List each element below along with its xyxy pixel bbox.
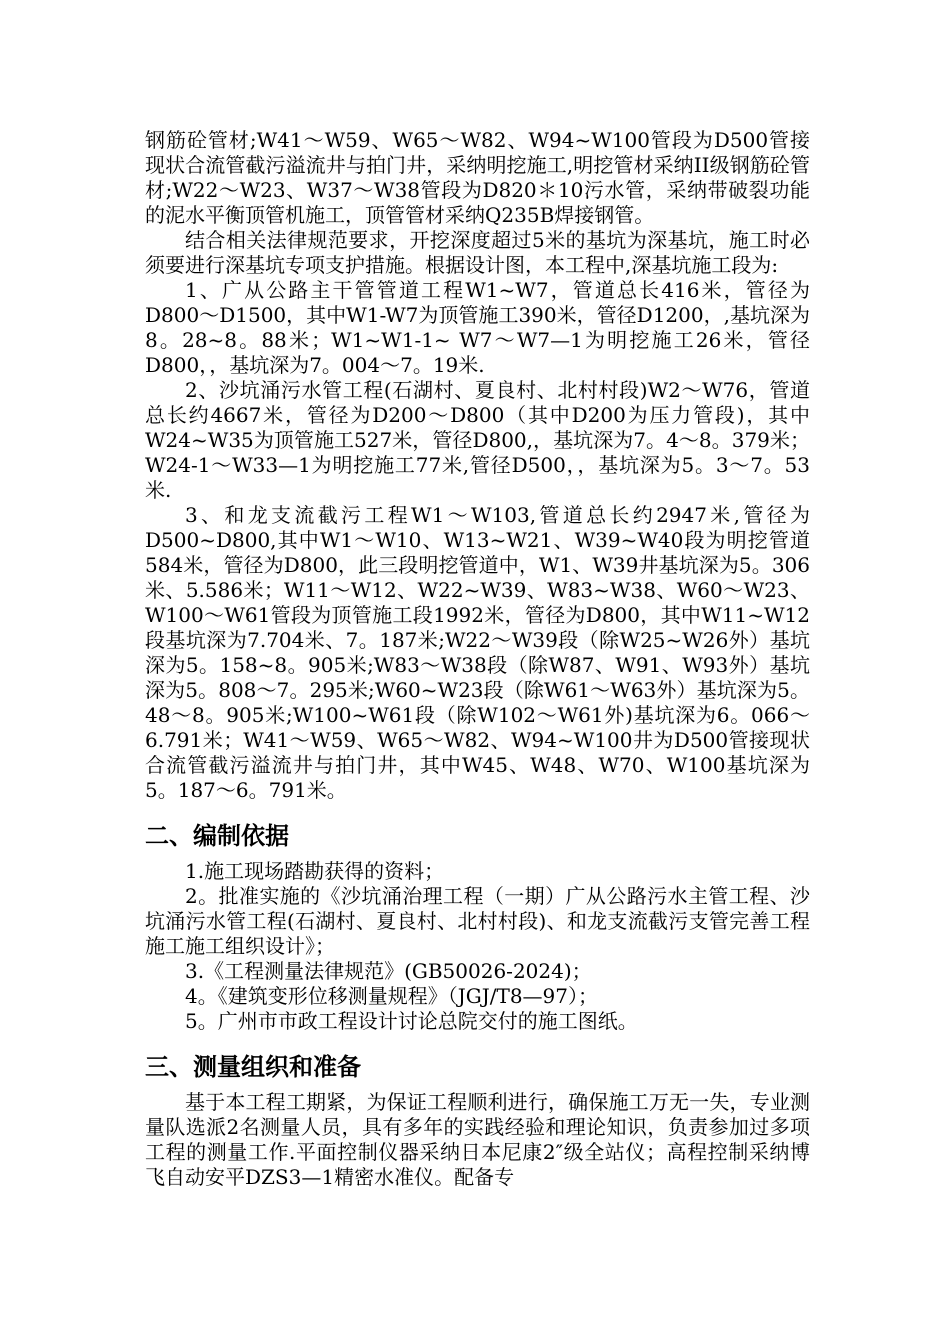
basis-item: 1.施工现场踏勘获得的资料； (185, 859, 445, 883)
paragraph-project-3: 3、和龙支流截污工程W1～W103,管道总长约2947米,管径为D500~D800,其中W1～W10、W13~W21、W39~W40段为明挖管道584米，管径为D800，此三段明挖管道中，W1、W39井基坑深为5。306米、5.586米；W11～W12、W22~W39、W83~W38、W60～W23、W100～W61管段为顶管施工段1992米，管径为D800，其中W11~W12段基坑深为7.704米、7。187米;W22～W39段（除W25~W26外）基坑深为5。158~8。905米;W83～W38段（除W87、W91、W93外）基坑深为5。808～7。295米;W60~W23段（除W61～W63外）基坑深为5。48～8。905米;W100~W61段（除W102～W61外)基坑深为6。066～6.791米；W41～W59、W65～W82、W94~W100井为D500管接现状合流管截污溢流井与拍门井，其中W45、W48、W70、W100基坑深为5。187～6。791米。 (145, 503, 810, 802)
paragraph-project-2: 2、沙坑涌污水管工程(石湖村、夏良村、北村村段)W2～W76，管道总长约4667米，管径为D200～D800（其中D200为压力管段)，其中W24~W35为顶管施工527米，管径D800,，基坑深为7。4～8。379米；W24-1～W33—1为明挖施工77米,管径D500，，基坑深为5。3～7。53米. (145, 378, 810, 502)
document-body (145, 128, 810, 1190)
paragraph-survey-team: 基于本工程工期紧，为保证工程顺利进行，确保施工万无一失，专业测量队选派2名测量人员，具有多年的实践经验和理论知识，负责参加过多项工程的测量工作.平面控制仪器采纳日本尼康2″级全站仪；高程控制采纳博飞自动安平DZS3—1精密水准仪。配备专 (145, 1090, 810, 1189)
basis-item: 2。批准实施的《沙坑涌治理工程（一期）广从公路污水主管工程、沙坑涌污水管工程(石湖村、夏良村、北村村段)、和龙支流截污支管完善工程施工施工组织设计》； (145, 884, 810, 958)
paragraph-pipe-materials: 钢筋砼管材;W41～W59、W65～W82、W94~W100管段为D500管接现状合流管截污溢流井与拍门井，采纳明挖施工,明挖管材采纳II级钢筋砼管材;W22～W23、W37～W38管段为D820＊10污水管，采纳带破裂功能的泥水平衡顶管机施工，顶管管材采纳Q235B焊接钢管。 (145, 128, 810, 227)
basis-item: 4。《建筑变形位移测量规程》（JGJ/T8—97）； (185, 984, 598, 1008)
basis-item: 5。广州市市政工程设计讨论总院交付的施工图纸。 (185, 1009, 638, 1033)
section-heading-basis: 二、编制依据 (145, 822, 289, 850)
paragraph-deep-pit-intro: 结合相关法律规范要求，开挖深度超过5米的基坑为深基坑，施工时必须要进行深基坑专项支护措施。根据设计图，本工程中,深基坑施工段为: (145, 228, 810, 277)
paragraph-project-1: 1、广从公路主干管管道工程W1~W7，管道总长416米，管径为D800～D1500，其中W1-W7为顶管施工390米，管径D1200，,基坑深为8。28~8。88米；W1~W1-1~ W7～W7—1为明挖施工26米，管径D800，，基坑深为7。004～7。19米. (145, 278, 810, 377)
basis-item: 3.《工程测量法律规范》(GB50026-2024)； (185, 959, 592, 983)
section-heading-organization: 三、测量组织和准备 (145, 1053, 361, 1081)
